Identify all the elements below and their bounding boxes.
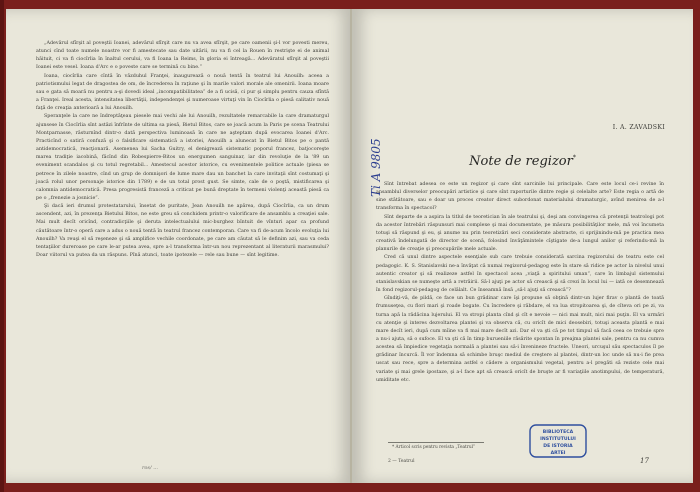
left-paragraph: Şi dacă ieri drumul protestatarului, însetat de puritate, Jean Anouilh ne apărea, după Ciocîrlia, ca un drum ascendent, azi, în prezenţa Bietului Bitos, ne este greu să conchidem printr-o valorificare de ansamblu a creaţiei sale. Mai mult decît oricînd, contradicţiile şi deruta intelectualului mic-burghez bîntuit de vînturi apar ca profund căutătoare într-o operă care a adus o nouă tentă în teatrul francez contemporan. Care va fi de-acum încolo evoluţia lui Anouilh? Va reuşi el să reşeneze şi să amplifice vechile coordonate, pe care am căutat să le definim azi, sau va ceda tentaţiilor dureroase pe care le-ar putea avea, spre a-l transforma într-un nou reprezentant al literaturii marasmului? Doar viitorul va putea da un răspuns. Pînă atunci, toate ipotezele — rele sau bune — sînt legitime. bbox=[36, 204, 329, 259]
footnote-divider bbox=[388, 442, 484, 443]
left-paragraph: Speranţele la care ne îndreptăţeau piesele mai vechi ale lui Anouilh, rezultatele remarcabile la care dramaturgul ajunsese în Ciocîrlia sînt astăzi înfrînte de ultima sa piesă, Bietul Bitos, care se joacă acum la Paris pe scena Teatrului Montparnasse, răsturnînd dintr-o dată perspectiva luminoasă în care ne aşteptam după evocarea Ioanei d'Arc. Practicînd o satiră confuză şi o falsificare sistematică a istoriei, Anouilh a alunecat în Bietul Bitos pe o pantă antidemocratică, reacţionară. Asemenea lui Sacha Guitry, el denigrează sistematic poporul francez, batjocoreşte marea tradiţie iacobină, făcînd din Robespierre-Bitos un energumen sanguinar, iar din revoluţie de la '89 un eveniment scandalos şi cu totul regretabil... Amestecul acestor istorice, cu evenimentele politice actuale (piesa se petrece în zilele noastre, cînd un grup de domnişori de lume mare dau un banchet la care invitaţii sînt costumaţi şi joacă rolul unor personaje istorice din 1789) e de un total prost gust. Se simte, cale de o poştă, mistificarea şi calomnia antidemocratică. Presa progresistă franceză a criticat pe bună dreptate în termeni violenţi această piesă ca pe o „frenezie a josnicie”. bbox=[36, 114, 329, 201]
right-paragraph: Gîndiţi-vă, de pildă, ce face un bun grădinar care îşi propune să obţină dintr-un lujer firav o plantă de toată frumuseţea, cu flori mari şi roade bogate. Cu încredere şi răbdare, el va lua stropitoarea şi, de cîteva ori pe zi, va turna apă la rădăcina lujerului. El va stropi planta cînd şi cît e nevoie — nici mai mult, nici mai puţin. El va urmări cu atenţie şi interes dezvoltarea plantei şi va observa că, cu oricît de mici deosebiri, totuşi aceasta plantă e mai mare decît ieri, după cum mîine va fi mai mare decît azi. Dar el va şti că pe tot timpul să facă ceea ce trebuie spre a nu-i ajuta, să o sufoce. El va şti că în timp burueniile răsărite spontan în preajma plantei sale, pentru ca nu cumva acestea să împiedice vegetaţia normală a plantei sau să-i învenineze fructele. Uneori, urcuşul său spectaculos îl pe grădinar încurcă. Îl vor îndemna să schimbe bruşc mediul de creştere al plantei, dintr-un loc unde să nu-i fie prea uscat sau rece, spre a determina astfel o cădere a organismului vegetal, pentru a-l pregăti să reziste cele mai variate şi mai grele ipostaze, şi a-l face apt să crească oricît de bruşte ar fi variaţiile anotimpului, de temperatură, umiditate etc. bbox=[376, 296, 664, 383]
article-title-text: Note de regizor bbox=[469, 154, 573, 169]
page-number: 17 bbox=[640, 457, 649, 465]
article-author: I. A. ZAVADSKI bbox=[612, 124, 665, 131]
left-paragraph: „Adevărul sfîrşit al poveştii Ioanei, adevărul sfîrşit care nu va avea sfîrşit, pe care oamenii şi-l vor povesti mereu, atunci cînd toate numele noastre vor fi amestecate sau date uitării, nu va fi cel la Rouen în restrişte ei de animal hăituit, ci va fi ciocîrlia în înaltul cerului, va fi Ioana la Reims, în gloria ei întreagă... Adevăratul sfîrşit al poveştii Ioanei este vesel. Ioana d'Arc e o poveste care se termină cu bine.” bbox=[36, 41, 329, 71]
svg-text:Ti A 9805: Ti A 9805 bbox=[369, 138, 383, 197]
left-page-body bbox=[36, 40, 329, 260]
stamp-line: DE ISTORIA bbox=[543, 444, 573, 449]
book-spine-edge bbox=[0, 0, 4, 492]
pencil-annotation: ros/ ... bbox=[142, 465, 159, 471]
library-stamp bbox=[528, 423, 588, 459]
stamp-line: BIBLIOTECA bbox=[542, 430, 574, 435]
stamp-line: INSTITUTULUI bbox=[540, 437, 576, 442]
left-page bbox=[6, 9, 352, 483]
left-paragraph: Ioana, ciocîrlia care cîntă în văzduhul Franţei, inaugurează o nouă tentă în teatrul lui Anouilh: aceea a patriotismului legat de dragostea de om, de încrederea în raţiune şi în marile valori morale ale omenirii. Ioana moare sau e gata să moară nu pentru a-şi dovedi ideal „incompatibilitatea” de a fi ucisă, ci pur şi simplu pentru cauza sfîntă a Franţei. Ireal acesta, intensitatea libertăţii, independenţei şi numeroase virtuţi vin în Ciocîrlia o piesă calitativ nouă faţă de creaţia anterioară a lui Anouilh. bbox=[36, 73, 329, 112]
article-title bbox=[352, 154, 693, 169]
footnote: * Articol scris pentru revista „Teatrul” bbox=[392, 445, 476, 450]
footer-signature: 2 — Teatrul bbox=[388, 459, 415, 464]
right-paragraph: Sînt departe de a aspira la titlul de teoretician în ale teatrului şi, deşi am convingerea că pretenţii teatrologi pot da acestor întrebări răspunsuri mai complexe şi mai documentate, pe măsura posibilităţilor mele, mă voi încumeta totuşi să răspund şi eu, şi anume nu prin teoretizări seci considerate abstracte, ci sprijinindu-mă pe practica mea creativă îndelungată de director de scenă, folosind învăţămintele cîştigate de-a lungul anilor şi referindu-mă la planurile de creaţie şi preocupările mele actuale. bbox=[376, 214, 664, 253]
right-paragraph: Cred că unul dintre aspectele esenţiale sub care trebuie considerată sarcina regizorului de teatru este cel pedagogic. K. S. Stanislavski ne-a învăţat că numai regizorul-pedagog este în stare să ridice pe actor la nivelul unui autentic creator şi să realizeze astfel în spectacol acea „viaţă a spiritului uman”, care în limbajul sistemului stanislavskian se numeşte artă a retrăirii. Să-l ajuţi pe actor să crească şi să crezi în locul lui — iată ce desemnează în fond regizorul-pedagog de celălalt. Ce înseamnă însă „să-l ajuţi să crească”? bbox=[376, 255, 664, 294]
title-footnote-mark: * bbox=[572, 154, 576, 162]
right-page bbox=[352, 9, 693, 483]
stamp-line: ARTEI bbox=[550, 451, 566, 456]
right-page-body bbox=[376, 181, 664, 385]
right-paragraph: Sînt întrebat adesea ce este un regizor şi care sînt sarcinile lui principale. Care este locul ce-i revine în ansamblul diverselor preocupări artistice şi care sînt raporturile dintre regie şi celelalte arte? Este regia o artă de sine stătătoare, sau e doar un proces creator direct subordonat materialului dramaturgic, avînd menirea de a-l transforma în spectacol? bbox=[376, 182, 664, 212]
